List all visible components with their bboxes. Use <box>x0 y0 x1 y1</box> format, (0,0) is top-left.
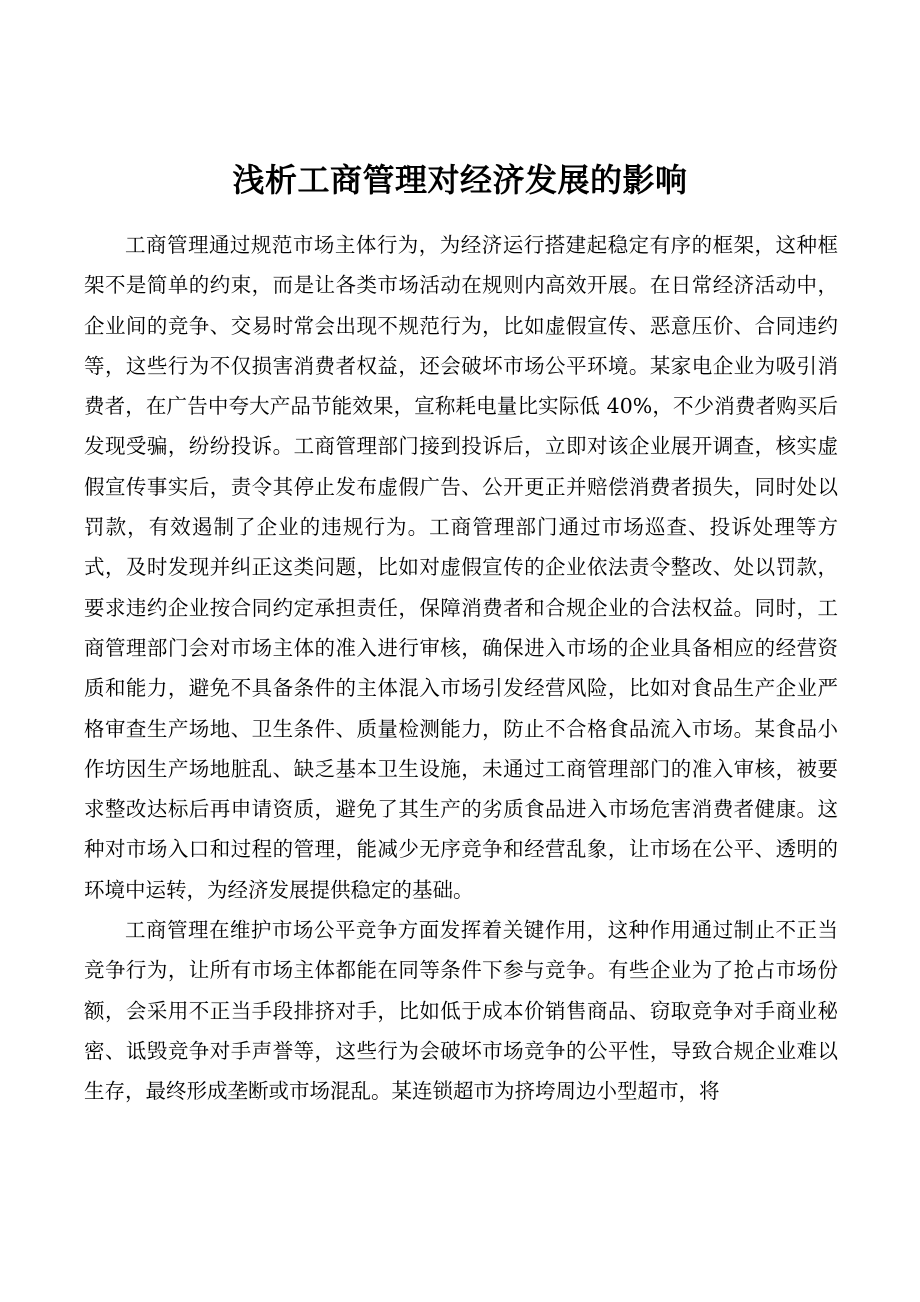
paragraph: 工商管理在维护市场公平竞争方面发挥着关键作用，这种作用通过制止不正当竞争行为，让所有市场主体都能在同等条件下参与竞争。有些企业为了抢占市场份额，会采用不正当手段排挤对手，比如低于成本价销售商品、窃取竞争对手商业秘密、诋毁竞争对手声誉等，这些行为会破坏市场竞争的公平性，导致合规企业难以生存，最终形成垄断或市场混乱。某连锁超市为挤垮周边小型超市，将 <box>84 918 838 1104</box>
paragraph: 工商管理通过规范市场主体行为，为经济运行搭建起稳定有序的框架，这种框架不是简单的约束，而是让各类市场活动在规则内高效开展。在日常经济活动中，企业间的竞争、交易时常会出现不规范行为，比如虚假宣传、恶意压价、合同违约等，这些行为不仅损害消费者权益，还会破坏市场公平环境。某家电企业为吸引消费者，在广告中夸大产品节能效果，宣称耗电量比实际低 40%，不少消费者购买后发现受骗，纷纷投诉。工商管理部门接到投诉后，立即对该企业展开调查，核实虚假宣传事实后，责令其停止发布虚假广告、公开更正并赔偿消费者损失，同时处以罚款，有效遏制了企业的违规行为。工商管理部门通过市场巡查、投诉处理等方式，及时发现并纠正这类问题，比如对虚假宣传的企业依法责令整改、处以罚款，要求违约企业按合同约定承担责任，保障消费者和合规企业的合法权益。同时，工商管理部门会对市场主体的准入进行审核，确保进入市场的企业具备相应的经营资质和能力，避免不具备条件的主体混入市场引发经营风险，比如对食品生产企业严格审查生产场地、卫生条件、质量检测能力，防止不合格食品流入市场。某食品小作坊因生产场地脏乱、缺乏基本卫生设施，未通过工商管理部门的准入审核，被要求整改达标后再申请资质，避免了其生产的劣质食品进入市场危害消费者健康。这种对市场入口和过程的管理，能减少无序竞争和经营乱象，让市场在公平、透明的环境中运转，为经济发展提供稳定的基础。 <box>84 233 838 902</box>
document-title: 浅析工商管理对经济发展的影响 <box>232 161 688 199</box>
document-body <box>84 225 838 1112</box>
